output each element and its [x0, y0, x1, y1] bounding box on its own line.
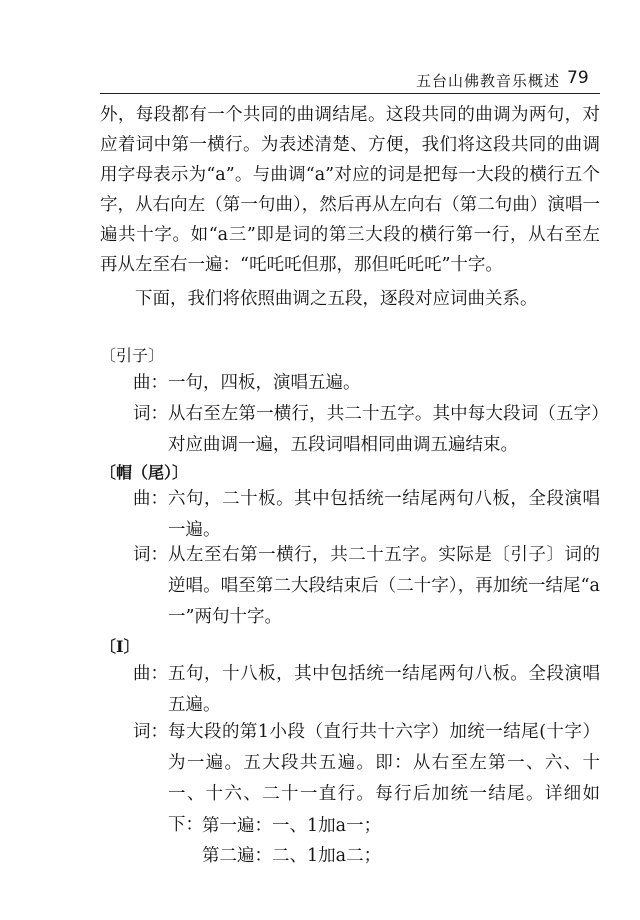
entry-qu — [133, 484, 600, 546]
entry-text: 五句，十八板，其中包括统一结尾两句八板。全段演唱五遍。 — [168, 664, 600, 715]
section-heading-1: 〔Ⅰ〕 — [100, 637, 140, 656]
section-heading-yinzi: 〔引子〕 — [100, 346, 165, 365]
page-number: 79 — [567, 68, 589, 88]
entry-tag: 曲： — [133, 489, 168, 509]
body-text — [100, 100, 600, 314]
entry-qu — [133, 659, 600, 721]
entry-ci — [133, 399, 600, 461]
paragraph: 下面，我们将依照曲调之五段，逐段对应词曲关系。 — [135, 289, 538, 309]
entry-tag: 词： — [133, 722, 168, 742]
detail-line: 第一遍：一、1加a一； — [202, 816, 382, 836]
entry-ci — [133, 540, 600, 633]
paragraph: 外，每段都有一个共同的曲调结尾。这段共同的曲调为两句，对应着词中第一横行。为表述清楚、方便，我们将这段共同的曲调用字母表示为“a”。与曲调“a”对应的词是把每一大段的横行五个字，从右向左（第一句曲），然后再从左向右（第二句曲）演唱一遍共十字。如“a三”即是词的第三大段的横行第一行，从右至左再从左至右一遍：“吒吒吒但那，那但吒吒吒”十字。 — [100, 105, 600, 275]
entry-text: 每大段的第1小段（直行共十六字）加统一结尾(十字）为一遍。五大段共五遍。即：从右至左第一、六、十一、十六、二十一直行。每行后加统一结尾。详细如下： — [168, 722, 600, 835]
running-header-title: 五台山佛教音乐概述 — [416, 72, 561, 90]
entry-text: 六句，二十板。其中包括统一结尾两句八板，全段演唱一遍。 — [168, 489, 600, 540]
entry-text: 一句，四板，演唱五遍。 — [168, 373, 361, 393]
entry-text: 从右至左第一横行，共二十五字。其中每大段词（五字）对应曲调一遍，五段词唱相同曲调五遍结束。 — [168, 404, 600, 455]
header-rule — [100, 93, 600, 94]
entry-qu — [133, 368, 600, 399]
entry-text: 从左至右第一横行，共二十五字。实际是〔引子〕词的逆唱。唱至第二大段结束后（二十字），再加统一结尾“a一”两句十字。 — [168, 545, 600, 627]
entry-tag: 曲： — [133, 373, 168, 393]
entry-tag: 词： — [133, 404, 168, 424]
detail-line: 第二遍：二、1加a二； — [202, 846, 382, 866]
entry-tag: 曲： — [133, 664, 168, 684]
entry-tag: 词： — [133, 545, 168, 565]
section-heading-mao: 〔帽（尾）〕 — [100, 463, 189, 482]
